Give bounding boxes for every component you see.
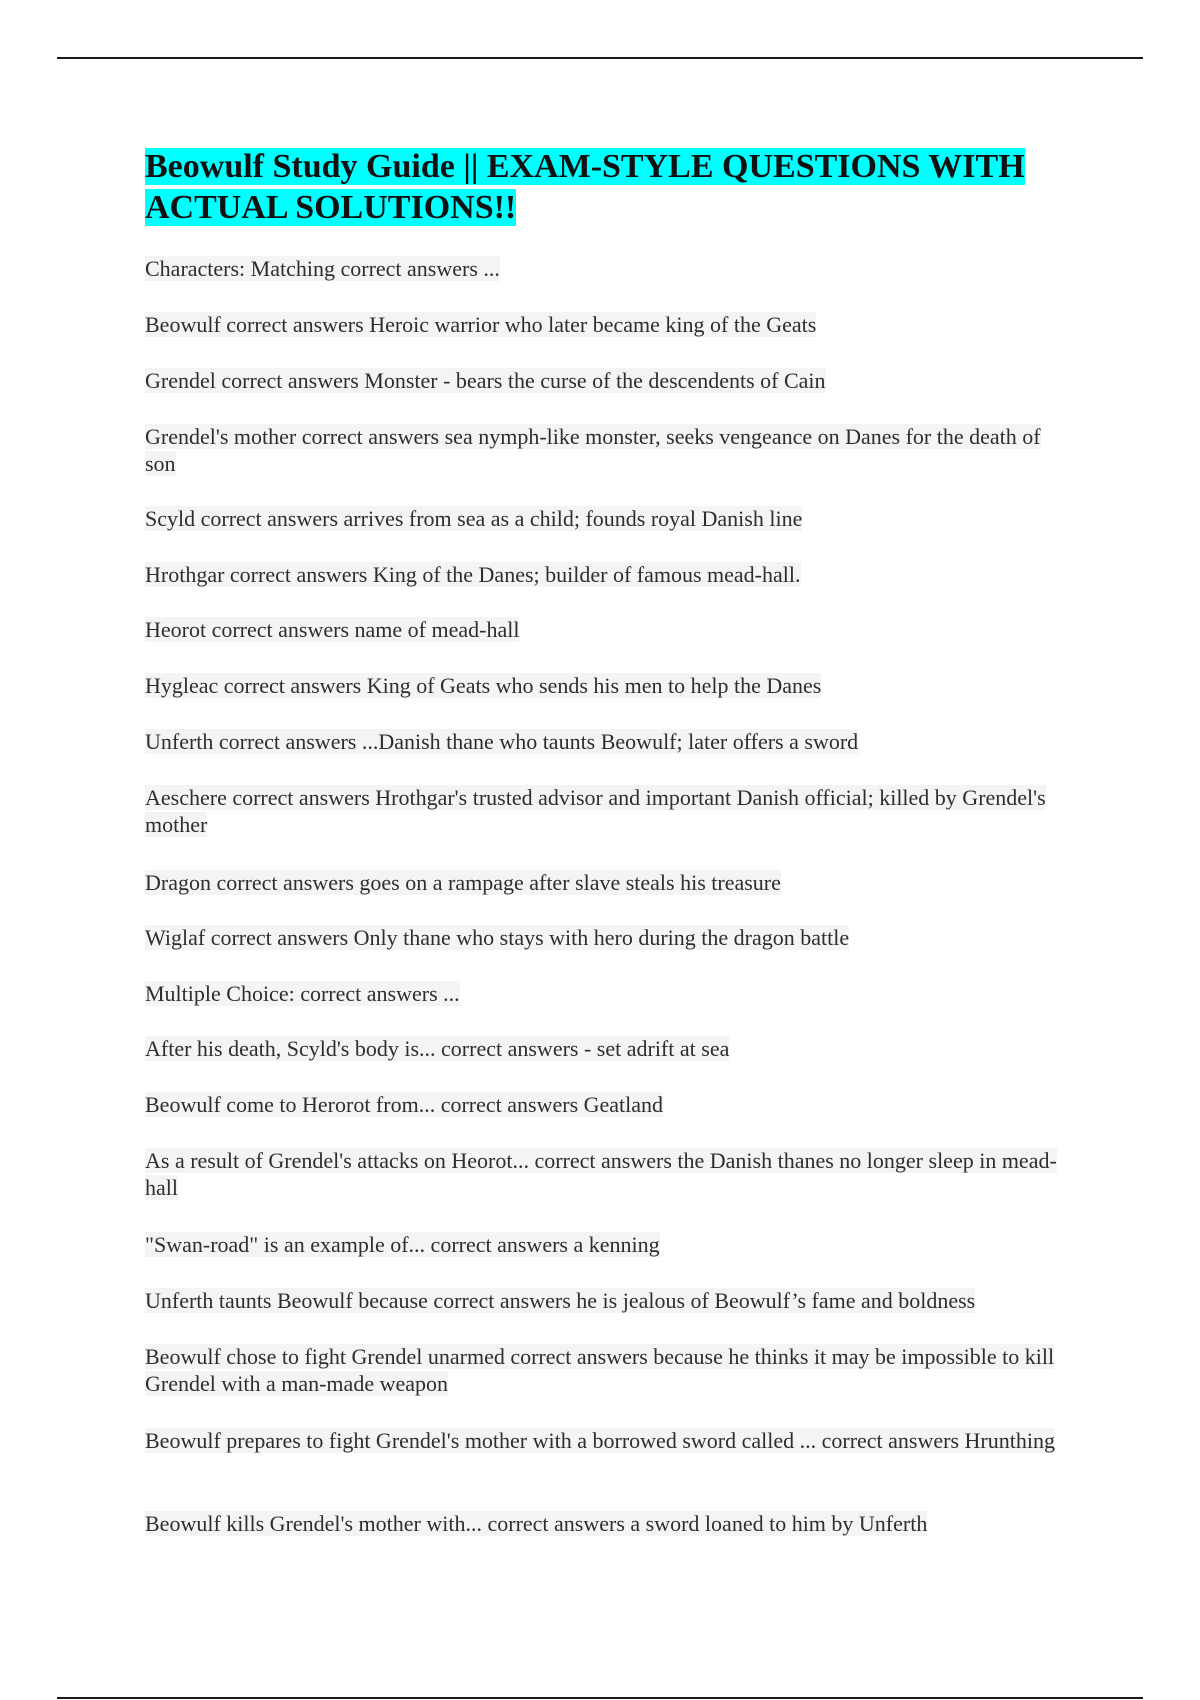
list-item xyxy=(145,1287,1075,1314)
list-item xyxy=(145,728,1075,755)
bottom-divider xyxy=(57,1697,1143,1699)
list-item-text: Unferth correct answers ...Danish thane who taunts Beowulf; later offers a sword xyxy=(145,729,859,754)
document-title-text: Beowulf Study Guide || EXAM-STYLE QUESTIONS WITH ACTUAL SOLUTIONS!! xyxy=(145,148,1025,226)
list-item xyxy=(145,255,1075,282)
list-item-text: Grendel correct answers Monster - bears the curse of the descendents of Cain xyxy=(145,368,826,393)
list-item-text: Grendel's mother correct answers sea nymph-like monster, seeks vengeance on Danes for the death of son xyxy=(145,424,1041,476)
list-item xyxy=(145,616,1075,643)
document-title xyxy=(145,146,1065,228)
list-item-text: Aeschere correct answers Hrothgar's trusted advisor and important Danish official; killed by Grendel's mother xyxy=(145,785,1046,837)
list-item-text: Hygleac correct answers King of Geats who sends his men to help the Danes xyxy=(145,673,822,698)
list-item xyxy=(145,1091,1075,1118)
list-item-text: Beowulf correct answers Heroic warrior who later became king of the Geats xyxy=(145,312,817,337)
list-item-text: Beowulf kills Grendel's mother with... correct answers a sword loaned to him by Unferth xyxy=(145,1511,928,1536)
list-item-text: Scyld correct answers arrives from sea as a child; founds royal Danish line xyxy=(145,506,803,531)
list-item-text: Beowulf prepares to fight Grendel's mother with a borrowed sword called ... correct answers Hrunthing xyxy=(145,1428,1055,1453)
list-item xyxy=(145,1147,1075,1201)
list-item xyxy=(145,1035,1075,1062)
list-item-text: Unferth taunts Beowulf because correct answers he is jealous of Beowulf’s fame and boldness xyxy=(145,1288,976,1313)
list-item xyxy=(145,423,1075,477)
list-item-text: As a result of Grendel's attacks on Heorot... correct answers the Danish thanes no longer sleep in mead-hall xyxy=(145,1148,1057,1200)
list-item xyxy=(145,1510,1075,1537)
list-item xyxy=(145,784,1075,838)
list-item-text: Wiglaf correct answers Only thane who stays with hero during the dragon battle xyxy=(145,925,850,950)
list-item xyxy=(145,1231,1075,1258)
top-divider xyxy=(57,57,1143,59)
list-item-text: Heorot correct answers name of mead-hall xyxy=(145,617,520,642)
list-item-text: After his death, Scyld's body is... correct answers - set adrift at sea xyxy=(145,1036,730,1061)
list-item-text: Beowulf come to Herorot from... correct answers Geatland xyxy=(145,1092,664,1117)
list-item xyxy=(145,869,1075,896)
list-item xyxy=(145,672,1075,699)
list-item xyxy=(145,980,1075,1007)
list-item-text: "Swan-road" is an example of... correct answers a kenning xyxy=(145,1232,660,1257)
list-item xyxy=(145,367,1075,394)
list-item-text: Hrothgar correct answers King of the Danes; builder of famous mead-hall. xyxy=(145,562,801,587)
list-item xyxy=(145,1427,1075,1454)
list-item xyxy=(145,1343,1075,1397)
list-item xyxy=(145,924,1075,951)
list-item-text: Dragon correct answers goes on a rampage after slave steals his treasure xyxy=(145,870,781,895)
list-item xyxy=(145,561,1075,588)
list-item-text: Characters: Matching correct answers ... xyxy=(145,256,500,281)
list-item xyxy=(145,505,1075,532)
list-item-text: Multiple Choice: correct answers ... xyxy=(145,981,460,1006)
list-item-text: Beowulf chose to fight Grendel unarmed correct answers because he thinks it may be impossible to kill Grendel with a man-made weapon xyxy=(145,1344,1055,1396)
list-item xyxy=(145,311,1075,338)
